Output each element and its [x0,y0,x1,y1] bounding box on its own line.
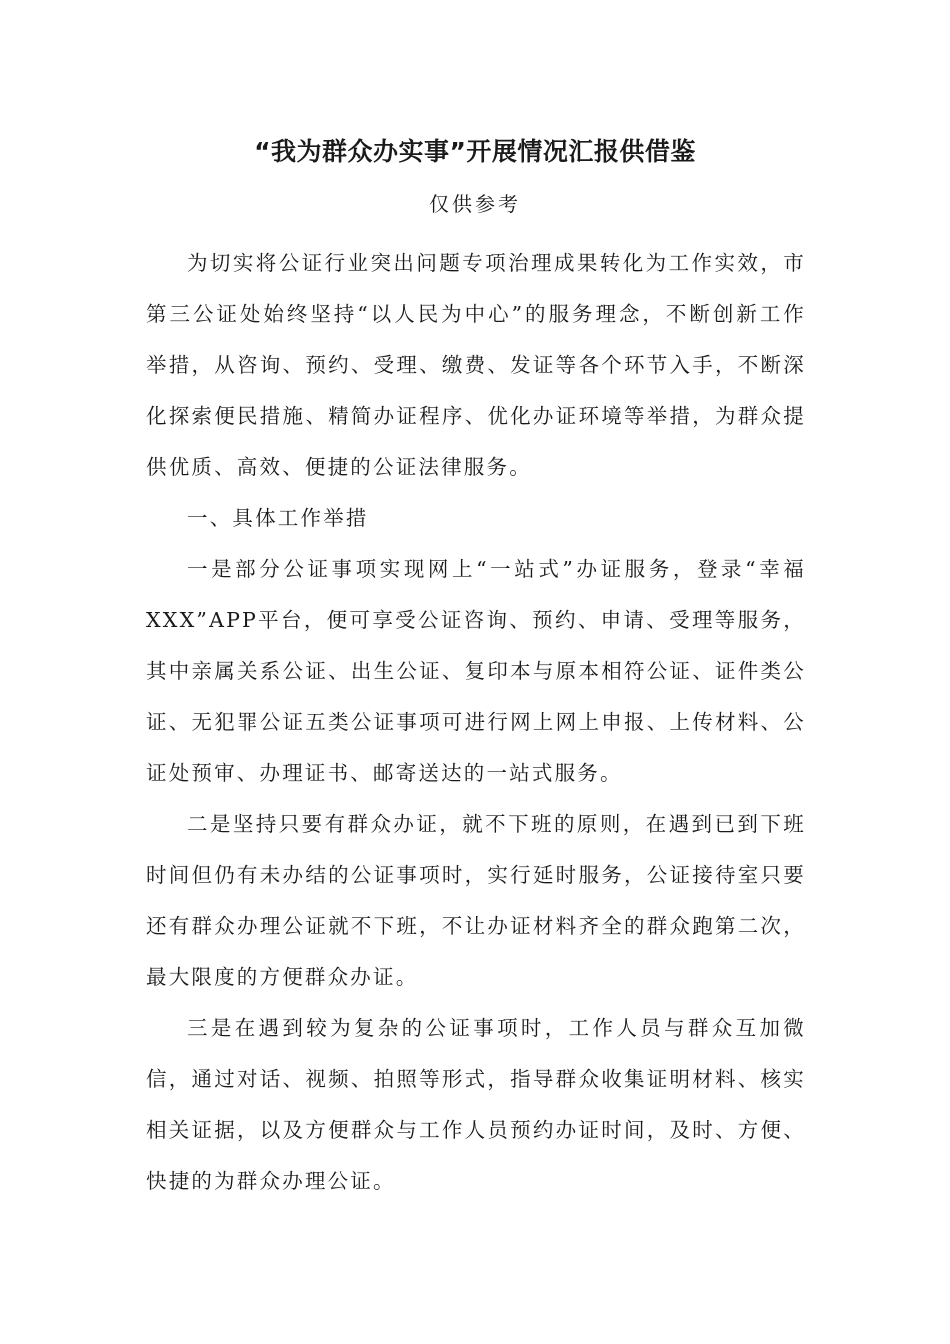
document-title: “我为群众办实事”开展情况汇报供借鉴 [254,137,696,166]
section-heading: 一、具体工作举措 [187,506,369,530]
document-body [146,238,806,1207]
paragraph-intro: 为切实将公证行业突出问题专项治理成果转化为工作实效，市第三公证处始终坚持“以人民为中心”的服务理念，不断创新工作举措，从咨询、预约、受理、缴费、发证等各个环节入手，不断深化探索便民措施、精简办证程序、优化办证环境等举措，为群众提供优质、高效、便捷的公证法律服务。 [146,251,806,479]
paragraph-measure-one: 一是部分公证事项实现网上“一站式”办证服务，登录“幸福XXX”APP平台，便可享受公证咨询、预约、申请、受理等服务，其中亲属关系公证、出生公证、复印本与原本相符公证、证件类公证、无犯罪公证五类公证事项可进行网上网上申报、上传材料、公证处预审、办理证书、邮寄送达的一站式服务。 [146,557,806,785]
paragraph-measure-two: 二是坚持只要有群众办证，就不下班的原则，在遇到已到下班时间但仍有未办结的公证事项时，实行延时服务，公证接待室只要还有群众办理公证就不下班，不让办证材料齐全的群众跑第二次，最大限度的方便群众办证。 [146,812,806,989]
document-subtitle: 仅供参考 [429,192,521,216]
paragraph-measure-three: 三是在遇到较为复杂的公证事项时，工作人员与群众互加微信，通过对话、视频、拍照等形式，指导群众收集证明材料、核实相关证据，以及方便群众与工作人员预约办证时间，及时、方便、快捷的为群众办理公证。 [146,1016,806,1193]
